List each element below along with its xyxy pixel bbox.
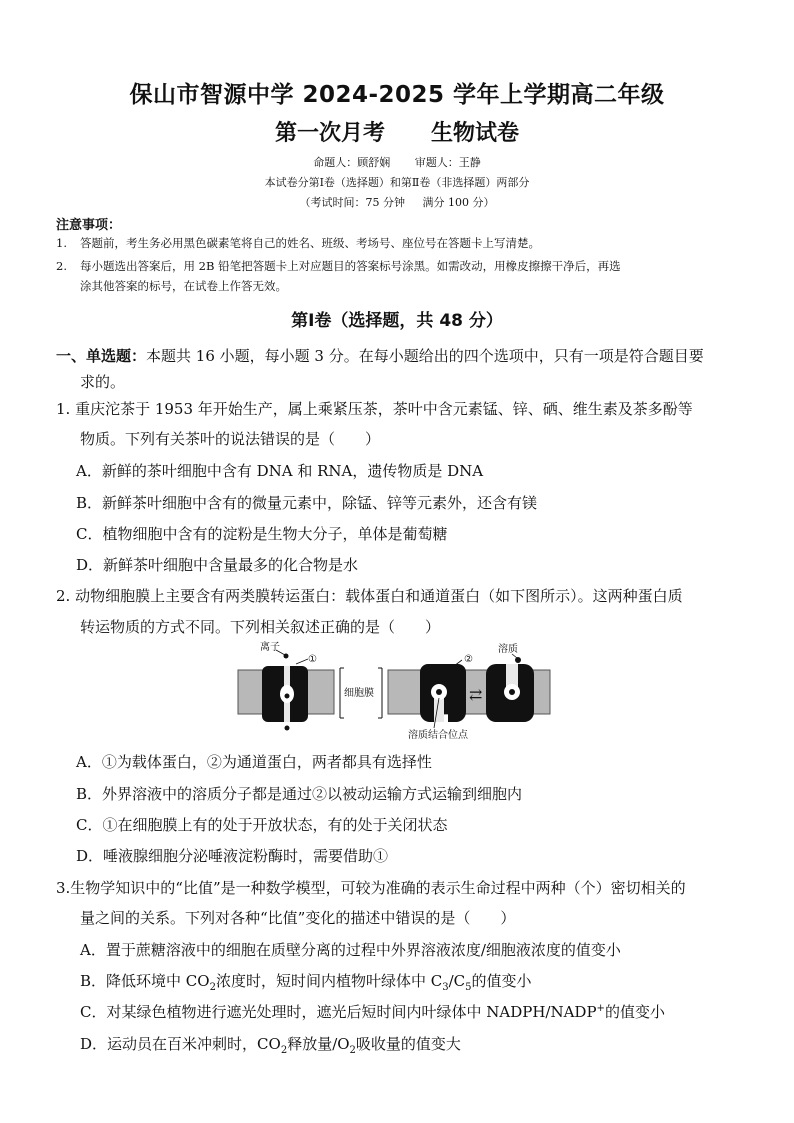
- q3-option-a: A．置于蔗糖溶液中的细胞在质壁分离的过程中外界溶液浓度/细胞液浓度的值变小: [80, 941, 621, 959]
- notice-item-text: 每小题选出答案后，用 2B 铅笔把答题卡上对应题目的答案标号涂黑。如需改动，用橡皮擦擦干净后，再选: [80, 259, 621, 273]
- composition-line: 本试卷分第Ⅰ卷（选择题）和第Ⅱ卷（非选择题）两部分: [264, 176, 530, 189]
- q2-option-c: C．①在细胞膜上有的处于开放状态，有的处于关闭状态: [76, 816, 448, 834]
- q1-option-a: A．新鲜的茶叶细胞中含有 DNA 和 RNA，遗传物质是 DNA: [76, 462, 484, 480]
- q1-option-b: B．新鲜茶叶细胞中含有的微量元素中，除锰、锌等元素外，还含有镁: [76, 494, 538, 512]
- q1-stem-cont: 物质。下列有关茶叶的说法错误的是（ ）: [80, 430, 381, 448]
- q3-stem-cont: 量之间的关系。下列对各种“比值”变化的描述中错误的是（ ）: [80, 909, 516, 927]
- q3-option-b: B．降低环境中 $CO_2$浓度时，短时间内植物叶绿体中 $C_3/C_5$的值变小: [80, 972, 532, 993]
- q1-option-c: C．植物细胞中含有的淀粉是生物大分子，单体是葡萄糖: [76, 525, 448, 543]
- section-text-cont: 求的。: [80, 373, 126, 391]
- label-binding-site: 溶质结合位点: [408, 730, 468, 740]
- q3-option-d: D．运动员在百米冲刺时，$CO_2$释放量$/O_2$吸收量的值变大: [80, 1035, 461, 1056]
- label-solute: 溶质: [498, 644, 518, 655]
- q2-stem-cont: 转运物质的方式不同。下列相关叙述正确的是（ ）: [80, 618, 441, 636]
- q1-stem: 1. 重庆沱茶于 1953 年开始生产，属上乘紧压茶，茶叶中含元素锰、锌、硒、维生素及茶多酚等: [56, 400, 693, 418]
- ion-dot: [285, 694, 290, 699]
- notice-item-text: 答题前，考生务必用黑色碳素笔将自己的姓名、班级、考场号、座位号在答题卡上写清楚。: [80, 236, 540, 250]
- q3-option-c: C．对某绿色植物进行遮光处理时，遮光后短时间内叶绿体中 NADPH/NADP+的值变小: [80, 1003, 665, 1021]
- section-text: 本题共 16 小题，每小题 3 分。在每小题给出的四个选项中，只有一项是符合题目要: [146, 347, 704, 365]
- label-1: ①: [308, 654, 317, 665]
- authors-line: 命题人：顾舒娴 审题人：王静: [313, 156, 481, 169]
- ion-dot: [285, 726, 290, 731]
- solute-molecule: [509, 689, 515, 695]
- q2-option-d: D．唾液腺细胞分泌唾液淀粉酶时，需要借助①: [76, 847, 389, 865]
- q2-option-b: B．外界溶液中的溶质分子都是通过②以被动运输方式运输到细胞内: [76, 785, 523, 803]
- notice-heading: 注意事项：: [56, 218, 122, 233]
- solute-molecule: [436, 689, 442, 695]
- exam-subtitle: 第一次月考 生物试卷: [275, 121, 519, 146]
- section-instructions: [56, 345, 704, 366]
- membrane-transport-figure: [236, 640, 552, 740]
- notice-item-text-cont: 涂其他答案的标号，在试卷上作答无效。: [80, 279, 287, 293]
- solute-molecule: [515, 657, 521, 663]
- part1-heading: 第Ⅰ卷（选择题，共 48 分）: [291, 311, 503, 331]
- equilibrium-arrow: ⇄: [469, 685, 483, 704]
- notice-item-number: 1.: [56, 236, 67, 250]
- q3-stem: 3.生物学知识中的“比值”是一种数学模型，可较为准确的表示生命过程中两种（个）密切相关的: [56, 879, 686, 897]
- notice-item-2: [56, 256, 746, 296]
- notice-item-1: [56, 233, 746, 253]
- section-label: 一、单选题：: [56, 347, 147, 365]
- notice-item-number: 2.: [56, 259, 67, 273]
- q2-stem: 2. 动物细胞膜上主要含有两类膜转运蛋白：载体蛋白和通道蛋白（如下图所示）。这两种蛋白质: [56, 587, 683, 605]
- q2-option-a: A．①为载体蛋白，②为通道蛋白，两者都具有选择性: [76, 753, 432, 771]
- label-2: ②: [464, 654, 473, 665]
- label-membrane: 细胞膜: [344, 688, 374, 699]
- label-1-leader: [296, 659, 308, 664]
- label-ion: 离子: [260, 642, 280, 653]
- exam-title: 保山市智源中学 2024-2025 学年上学期高二年级: [129, 82, 665, 108]
- time-score-line: （考试时间：75 分钟 满分 100 分）: [299, 196, 495, 209]
- q1-option-d: D．新鲜茶叶细胞中含量最多的化合物是水: [76, 556, 359, 574]
